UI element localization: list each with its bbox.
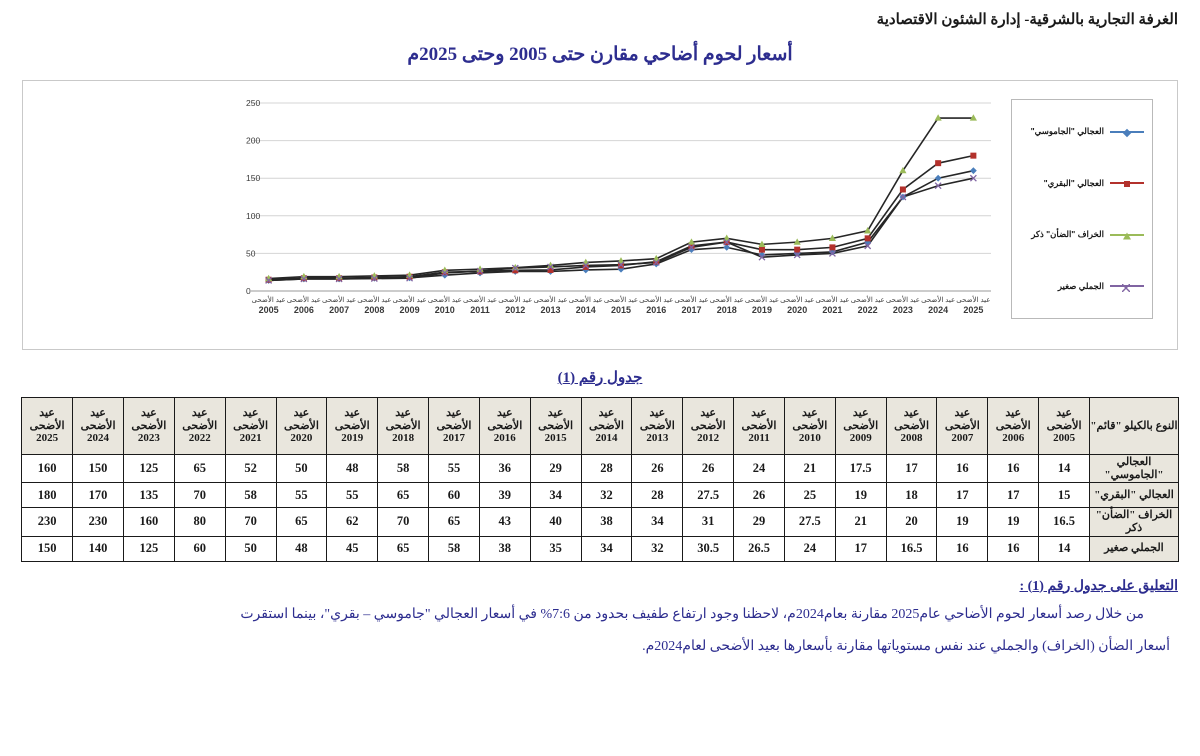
svg-text:2012: 2012 [505,305,526,315]
table-cell: 180 [22,483,73,508]
table-cell: 55 [327,483,378,508]
note-paragraph-2 [30,635,1170,660]
svg-text:2020: 2020 [787,305,808,315]
table-cell: 80 [174,508,225,536]
table-cell: 29 [734,508,785,536]
svg-text:عيد الأضحى: عيد الأضحى [639,297,674,304]
table-cell: 32 [581,483,632,508]
table-col-header-year: عيد الأضحى 2023 [123,398,174,455]
table-col-header-year: عيد الأضحى 2010 [784,398,835,455]
table-cell: 24 [784,536,835,561]
table-cell: 58 [225,483,276,508]
svg-text:150: 150 [246,173,261,184]
svg-text:عيد الأضحى: عيد الأضحى [674,297,709,304]
svg-text:عيد الأضحى: عيد الأضحى [744,297,780,304]
table-col-header-year: عيد الأضحى 2019 [327,398,378,455]
table-cell: 60 [429,483,480,508]
note-title: التعليق على جدول رقم (1) : [1019,578,1178,594]
svg-text:عيد الأضحى: عيد الأضحى [956,297,991,304]
table-col-header-year: عيد الأضحى 2008 [886,398,937,455]
table-header-row [22,398,1179,455]
legend-item-label: العجالي "الجاموسي" [1030,126,1104,137]
legend-item [1016,126,1148,137]
table-col-header-year: عيد الأضحى 2021 [225,398,276,455]
svg-text:2015: 2015 [610,305,632,315]
svg-text:200: 200 [246,135,261,146]
table-cell: 25 [784,483,835,508]
table-cell: 65 [429,508,480,536]
table-cell: 14 [1039,536,1090,561]
legend-item-label: العجالي "البقري" [1043,177,1104,188]
svg-text:عيد الأضحى: عيد الأضحى [603,297,639,304]
table-cell: 26 [632,455,683,483]
table-cell: 60 [174,536,225,561]
svg-text:2019: 2019 [751,305,772,315]
legend-item-label: الخراف "الضأن" ذكر [1031,229,1104,240]
table-cell: 160 [22,455,73,483]
table-cell: 170 [73,483,124,508]
table-title: جدول رقم (1) [557,370,643,386]
table-col-header-year: عيد الأضحى 2017 [429,398,480,455]
table-cell: 30.5 [683,536,734,561]
table-col-header-year: عيد الأضحى 2013 [632,398,683,455]
svg-text:2010: 2010 [434,305,455,315]
table-row-header: العجالي "البقري" [1090,483,1179,508]
svg-text:عيد الأضحى: عيد الأضحى [498,297,533,304]
svg-text:2013: 2013 [540,305,561,315]
table-cell: 50 [225,536,276,561]
svg-text:0: 0 [246,286,251,296]
table-cell: 230 [73,508,124,536]
table-cell: 29 [530,455,581,483]
table-cell: 28 [581,455,632,483]
table-cell: 17 [937,483,988,508]
table-cell: 55 [276,483,327,508]
table-col-header-year: عيد الأضحى 2015 [530,398,581,455]
svg-text:2017: 2017 [681,305,702,315]
table-cell: 16 [988,536,1039,561]
table-col-header-year: عيد الأضحى 2005 [1039,398,1090,455]
svg-text:50: 50 [246,248,256,259]
svg-text:2023: 2023 [892,305,913,315]
table-cell: 27.5 [784,508,835,536]
svg-text:2005: 2005 [258,305,279,315]
table-row-header: الجملي صغير [1090,536,1179,561]
page-title: أسعار لحوم أضاحي مقارن حتى 2005 وحتى 2025م [407,44,793,65]
svg-text:عيد الأضحى: عيد الأضحى [568,297,603,304]
table-cell: 58 [429,536,480,561]
legend-marker-square-icon [1124,181,1130,187]
svg-text:250: 250 [246,98,261,108]
svg-text:2018: 2018 [716,305,737,315]
table-cell: 28 [632,483,683,508]
table-cell: 43 [479,508,530,536]
table-cell: 38 [479,536,530,561]
note-paragraph-1 [30,603,1170,628]
table-cell: 18 [886,483,937,508]
table-row [22,508,1179,536]
table-cell: 50 [276,455,327,483]
table-cell: 65 [174,455,225,483]
svg-text:2024: 2024 [928,305,949,315]
table-col-header-year: عيد الأضحى 2012 [683,398,734,455]
legend-line-swatch [1110,234,1144,236]
svg-text:عيد الأضحى: عيد الأضحى [850,297,885,304]
svg-text:عيد الأضحى: عيد الأضحى [921,297,956,304]
legend-line-swatch [1110,131,1144,133]
table-cell: 35 [530,536,581,561]
table-col-header-year: عيد الأضحى 2022 [174,398,225,455]
table-cell: 65 [276,508,327,536]
svg-text:2021: 2021 [822,305,843,315]
legend-item [1016,281,1148,292]
table-cell: 16 [937,536,988,561]
table-cell: 230 [22,508,73,536]
table-cell: 135 [123,483,174,508]
table-cell: 19 [988,508,1039,536]
table-col-header-type: النوع بالكيلو "قائم" [1090,398,1179,455]
table-cell: 125 [123,455,174,483]
table-cell: 27.5 [683,483,734,508]
table-col-header-year: عيد الأضحى 2018 [378,398,429,455]
table-cell: 14 [1039,455,1090,483]
table-col-header-year: عيد الأضحى 2011 [734,398,785,455]
svg-text:100: 100 [246,210,261,221]
table-cell: 32 [632,536,683,561]
svg-text:عيد الأضحى: عيد الأضحى [780,297,815,304]
table-cell: 52 [225,455,276,483]
legend-marker-triangle-icon [1123,232,1131,239]
chart-legend [1011,99,1153,319]
table-cell: 65 [378,536,429,561]
note-text-1: من خلال رصد أسعار لحوم الأضاحي عام2025 مقارنة بعام2024م، لاحظنا وجود ارتفاع طفيف بحدود من 7:6% في أسعار العجالي "جاموسي – بقري"، بينما استقرت [240,606,1144,622]
line-chart-svg [217,95,997,337]
table-cell: 17 [988,483,1039,508]
svg-text:عيد الأضحى: عيد الأضحى [251,297,286,304]
table-row [22,483,1179,508]
table-cell: 19 [835,483,886,508]
legend-item-label: الجملي صغير [1057,280,1104,291]
table-cell: 125 [123,536,174,561]
table-cell: 34 [530,483,581,508]
svg-text:2006: 2006 [293,305,314,315]
table-row [22,536,1179,561]
table-cell: 65 [378,483,429,508]
table-cell: 160 [123,508,174,536]
legend-line-swatch [1110,182,1144,184]
table-col-header-year: عيد الأضحى 2009 [835,398,886,455]
table-col-header-year: عيد الأضحى 2025 [22,398,73,455]
svg-text:2008: 2008 [364,305,385,315]
svg-text:عيد الأضحى: عيد الأضحى [885,297,920,304]
legend-line-swatch [1110,285,1144,287]
svg-text:عيد الأضحى: عيد الأضحى [357,297,392,304]
table-col-header-year: عيد الأضحى 2020 [276,398,327,455]
table-row [22,455,1179,483]
table-cell: 26 [734,483,785,508]
table-cell: 140 [73,536,124,561]
table-cell: 17.5 [835,455,886,483]
table-cell: 24 [734,455,785,483]
table-row-header: الخراف "الضأن" ذكر [1090,508,1179,536]
svg-text:عيد الأضحى: عيد الأضحى [427,297,462,304]
table-cell: 62 [327,508,378,536]
table-cell: 16 [988,455,1039,483]
table-cell: 34 [581,536,632,561]
svg-text:2007: 2007 [329,305,350,315]
legend-item [1016,229,1148,240]
svg-text:عيد الأضحى: عيد الأضحى [286,297,321,304]
svg-text:عيد الأضحى: عيد الأضحى [533,297,568,304]
svg-text:2014: 2014 [575,305,596,315]
table-cell: 39 [479,483,530,508]
table-cell: 26.5 [734,536,785,561]
table-col-header-year: عيد الأضحى 2007 [937,398,988,455]
table-cell: 26 [683,455,734,483]
table-cell: 16.5 [886,536,937,561]
table-cell: 16 [937,455,988,483]
svg-text:2025: 2025 [963,305,984,315]
table-col-header-year: عيد الأضحى 2014 [581,398,632,455]
table-cell: 16.5 [1039,508,1090,536]
svg-text:2016: 2016 [646,305,667,315]
table-cell: 48 [327,455,378,483]
svg-text:2009: 2009 [399,305,420,315]
table-col-header-year: عيد الأضحى 2024 [73,398,124,455]
svg-text:عيد الأضحى: عيد الأضحى [462,297,498,304]
table-cell: 21 [784,455,835,483]
note-text-2: أسعار الضأن (الخراف) والجملي عند نفس مستوياتها مقارنة بأسعارها بعيد الأضحى لعام2024م. [642,639,1170,655]
svg-text:عيد الأضحى: عيد الأضحى [815,297,850,304]
svg-text:عيد الأضحى: عيد الأضحى [709,297,744,304]
svg-text:2022: 2022 [857,305,878,315]
table-cell: 19 [937,508,988,536]
chart-container [22,80,1178,350]
svg-text:2011: 2011 [470,305,490,315]
table-cell: 36 [479,455,530,483]
table-cell: 70 [174,483,225,508]
table-cell: 21 [835,508,886,536]
table-cell: 40 [530,508,581,536]
legend-marker-diamond-icon [1123,129,1131,137]
table-cell: 48 [276,536,327,561]
table-col-header-year: عيد الأضحى 2016 [479,398,530,455]
prices-table [21,397,1179,562]
table-cell: 38 [581,508,632,536]
table-cell: 150 [22,536,73,561]
table-cell: 31 [683,508,734,536]
table-cell: 15 [1039,483,1090,508]
table-cell: 17 [835,536,886,561]
legend-marker-cross-icon [1124,284,1130,290]
table-cell: 20 [886,508,937,536]
table-cell: 70 [378,508,429,536]
table-cell: 45 [327,536,378,561]
organization-header: الغرفة التجارية بالشرقية- إدارة الشئون الاقتصادية [876,12,1178,28]
table-cell: 58 [378,455,429,483]
table-cell: 55 [429,455,480,483]
table-cell: 34 [632,508,683,536]
table-cell: 70 [225,508,276,536]
chart-plot-area [233,95,997,335]
svg-text:عيد الأضحى: عيد الأضحى [392,297,427,304]
legend-item [1016,178,1148,189]
table-cell: 17 [886,455,937,483]
table-cell: 150 [73,455,124,483]
table-col-header-year: عيد الأضحى 2006 [988,398,1039,455]
table-row-header: العجالي "الجاموسي" [1090,455,1179,483]
table-body [22,455,1179,562]
svg-text:عيد الأضحى: عيد الأضحى [322,297,357,304]
